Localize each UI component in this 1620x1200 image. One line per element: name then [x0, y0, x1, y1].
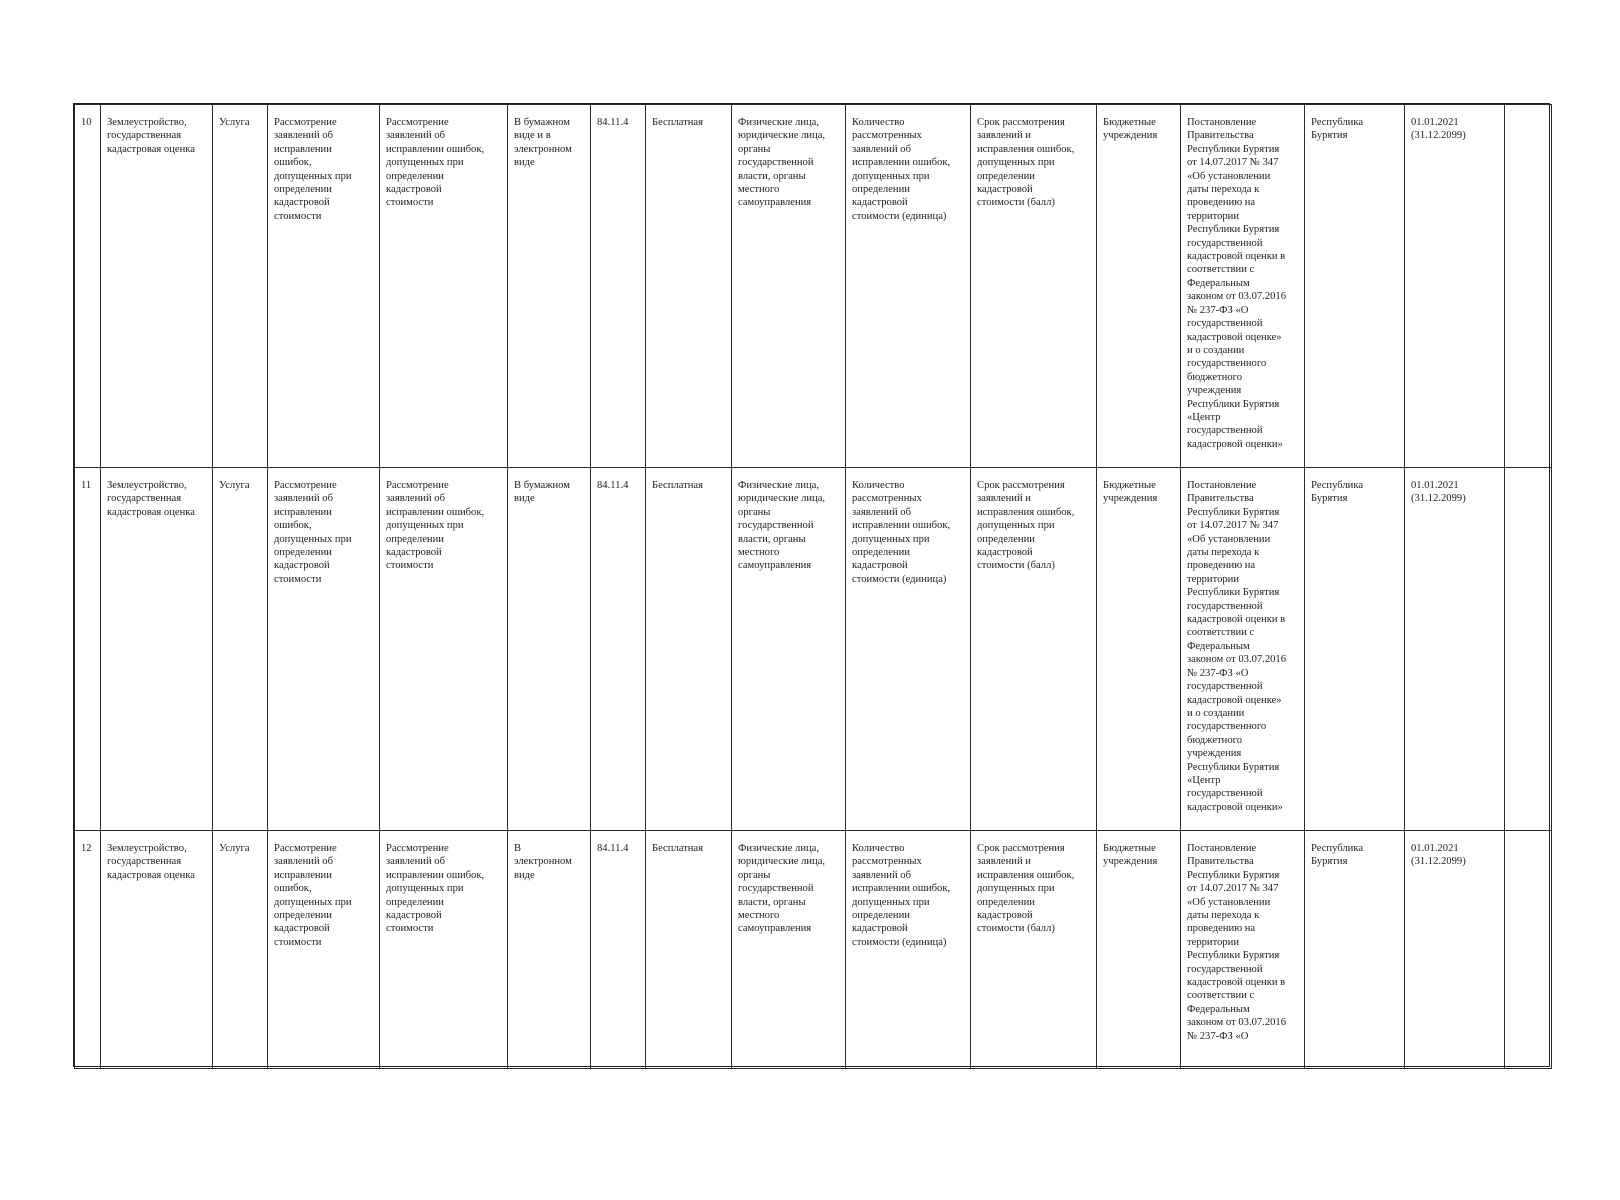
- service-content-cell: Рассмотрение заявлений об исправлении ошибок, допущенных при определении кадастровой стоимости: [380, 468, 508, 831]
- type-cell: Услуга: [213, 468, 268, 831]
- delivery-form-cell: В бумажном виде: [508, 468, 591, 831]
- extra-cell: [1505, 105, 1552, 468]
- services-registry-table: [74, 104, 1552, 1069]
- consumers-cell: Физические лица, юридические лица, органы государственной власти, органы местного самоуправления: [732, 831, 846, 1069]
- table-row: [75, 468, 1552, 831]
- owner-cell: Республика Бурятия: [1305, 831, 1405, 1069]
- quality-indicator-cell: Срок рассмотрения заявлений и исправления ошибок, допущенных при определении кадастровой стоимости (балл): [971, 468, 1097, 831]
- table-row: [75, 105, 1552, 468]
- row-number-cell: 10: [75, 105, 101, 468]
- service-content-cell: Рассмотрение заявлений об исправлении ошибок, допущенных при определении кадастровой стоимости: [380, 105, 508, 468]
- payment-cell: Бесплатная: [646, 468, 732, 831]
- row-number-cell: 11: [75, 468, 101, 831]
- okved-code-cell: 84.11.4: [591, 831, 646, 1069]
- volume-indicator-cell: Количество рассмотренных заявлений об исправлении ошибок, допущенных при определении кадастровой стоимости (единица): [846, 831, 971, 1069]
- activity-sphere-cell: Землеустройство, государственная кадастровая оценка: [101, 468, 213, 831]
- consumers-cell: Физические лица, юридические лица, органы государственной власти, органы местного самоуправления: [732, 105, 846, 468]
- activity-sphere-cell: Землеустройство, государственная кадастровая оценка: [101, 105, 213, 468]
- institution-type-cell: Бюджетные учреждения: [1097, 468, 1181, 831]
- volume-indicator-cell: Количество рассмотренных заявлений об исправлении ошибок, допущенных при определении кадастровой стоимости (единица): [846, 468, 971, 831]
- activity-sphere-cell: Землеустройство, государственная кадастровая оценка: [101, 831, 213, 1069]
- delivery-form-cell: В бумажном виде и в электронном виде: [508, 105, 591, 468]
- quality-indicator-cell: Срок рассмотрения заявлений и исправления ошибок, допущенных при определении кадастровой стоимости (балл): [971, 831, 1097, 1069]
- service-name-cell: Рассмотрение заявлений об исправлении ошибок, допущенных при определении кадастровой стоимости: [268, 105, 380, 468]
- legal-basis-cell: Постановление Правительства Республики Бурятия от 14.07.2017 № 347 «Об установлении даты перехода к проведению на территории Республики Бурятия государственной кадастровой оценки в соответствии с Федеральным законом от 03.07.2016 № 237-ФЗ «О государственной кадастровой оценке» и о создании государственного бюджетного учреждения Республики Бурятия «Центр государственной кадастровой оценки»: [1181, 105, 1305, 468]
- row-number-cell: 12: [75, 831, 101, 1069]
- legal-basis-cell: Постановление Правительства Республики Бурятия от 14.07.2017 № 347 «Об установлении даты перехода к проведению на территории Республики Бурятия государственной кадастровой оценки в соответствии с Федеральным законом от 03.07.2016 № 237-ФЗ «О: [1181, 831, 1305, 1069]
- okved-code-cell: 84.11.4: [591, 105, 646, 468]
- dates-cell: 01.01.2021 (31.12.2099): [1405, 105, 1505, 468]
- type-cell: Услуга: [213, 831, 268, 1069]
- table-row: [75, 831, 1552, 1069]
- consumers-cell: Физические лица, юридические лица, органы государственной власти, органы местного самоуправления: [732, 468, 846, 831]
- dates-cell: 01.01.2021 (31.12.2099): [1405, 468, 1505, 831]
- service-content-cell: Рассмотрение заявлений об исправлении ошибок, допущенных при определении кадастровой стоимости: [380, 831, 508, 1069]
- legal-basis-cell: Постановление Правительства Республики Бурятия от 14.07.2017 № 347 «Об установлении даты перехода к проведению на территории Республики Бурятия государственной кадастровой оценки в соответствии с Федеральным законом от 03.07.2016 № 237-ФЗ «О государственной кадастровой оценке» и о создании государственного бюджетного учреждения Республики Бурятия «Центр государственной кадастровой оценки»: [1181, 468, 1305, 831]
- service-name-cell: Рассмотрение заявлений об исправлении ошибок, допущенных при определении кадастровой стоимости: [268, 831, 380, 1069]
- type-cell: Услуга: [213, 105, 268, 468]
- dates-cell: 01.01.2021 (31.12.2099): [1405, 831, 1505, 1069]
- extra-cell: [1505, 468, 1552, 831]
- institution-type-cell: Бюджетные учреждения: [1097, 831, 1181, 1069]
- payment-cell: Бесплатная: [646, 105, 732, 468]
- service-name-cell: Рассмотрение заявлений об исправлении ошибок, допущенных при определении кадастровой стоимости: [268, 468, 380, 831]
- okved-code-cell: 84.11.4: [591, 468, 646, 831]
- volume-indicator-cell: Количество рассмотренных заявлений об исправлении ошибок, допущенных при определении кадастровой стоимости (единица): [846, 105, 971, 468]
- delivery-form-cell: В электронном виде: [508, 831, 591, 1069]
- institution-type-cell: Бюджетные учреждения: [1097, 105, 1181, 468]
- extra-cell: [1505, 831, 1552, 1069]
- owner-cell: Республика Бурятия: [1305, 468, 1405, 831]
- owner-cell: Республика Бурятия: [1305, 105, 1405, 468]
- registry-table-sheet: [73, 103, 1550, 1067]
- quality-indicator-cell: Срок рассмотрения заявлений и исправления ошибок, допущенных при определении кадастровой стоимости (балл): [971, 105, 1097, 468]
- payment-cell: Бесплатная: [646, 831, 732, 1069]
